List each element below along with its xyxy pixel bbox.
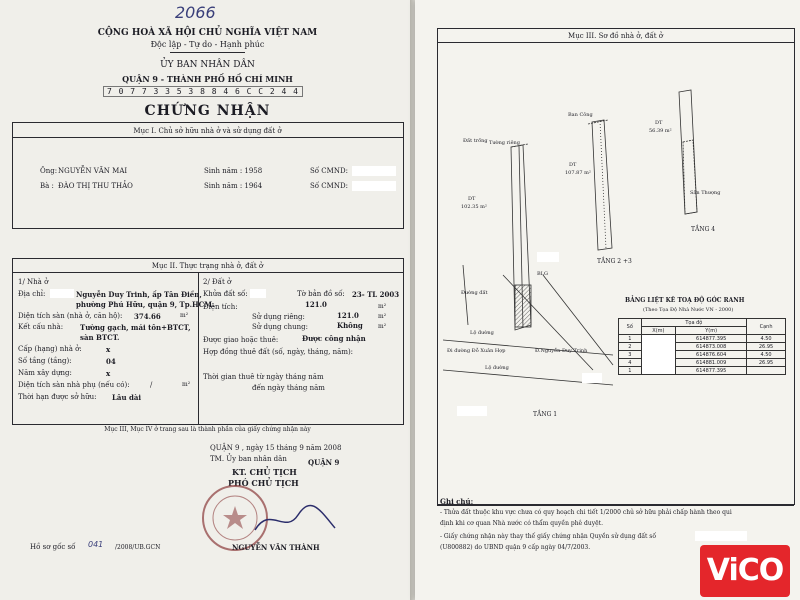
house-address-2: phường Phú Hữu, quận 9, Tp.HCM.: [76, 300, 215, 309]
section-3-title: Mục III. Sơ đồ nhà ở, đất ở: [568, 32, 663, 40]
dt1-value: 102.35 m²: [461, 204, 487, 210]
aux-area: /: [150, 381, 153, 389]
land-header: 2/ Đất ở: [203, 278, 232, 286]
open-land-label: Đất trống: [463, 138, 488, 144]
aux-area-label: Diện tích sàn nhà phụ (nếu có):: [18, 381, 130, 389]
lease-to: đến ngày tháng năm: [252, 384, 325, 392]
vico-logo: ViCO: [700, 545, 790, 597]
private-use-unit: m²: [378, 313, 387, 320]
floor-area-label: Diện tích sàn (nhà ở, căn hộ):: [18, 312, 123, 320]
note-1: - Thửa đất thuộc khu vực chưa có quy hoạch chi tiết 1/2000 chủ sở hữu phải chấp hành theo qui: [440, 509, 732, 516]
common-use-unit: m²: [378, 323, 387, 330]
structure: Tường gạch, mái tôn+BTCT,: [80, 323, 191, 332]
house-header: 1/ Nhà ở: [18, 278, 49, 286]
row-no: 2: [619, 343, 642, 351]
private-use-label: Sử dụng riêng:: [252, 313, 305, 321]
file-number-label: Hồ sơ gốc số: [30, 543, 76, 551]
dt4-value: 56.39 m²: [649, 128, 672, 134]
owner-1-birth: Sinh năm : 1958: [204, 167, 263, 175]
owner-1-label: Ông:: [40, 167, 58, 175]
row-edge: [747, 367, 786, 375]
year-label: Năm xây dựng:: [18, 369, 72, 377]
term-label: Thời hạn được sở hữu:: [18, 393, 97, 401]
redacted-floor1-a: [537, 252, 559, 262]
dt2-label: DT: [569, 162, 577, 168]
dt2-value: 107.87 m²: [565, 170, 591, 176]
blg-mark: BLG: [537, 271, 548, 277]
redacted-old-certificate: [695, 531, 747, 541]
handwritten-number: 2066: [175, 3, 216, 22]
owner-2-birth: Sinh năm : 1964: [204, 182, 263, 190]
floor-4-plan: [665, 82, 735, 222]
serial-number: 7 0 7 7 3 3 5 3 8 8 4 6 C C 2 4 4: [103, 86, 303, 97]
street-low-label: Lộ đường: [485, 365, 509, 371]
certificate-back-page: [415, 0, 800, 600]
floor-area: 374.66: [134, 312, 161, 321]
row-no: 1: [619, 367, 642, 375]
row-y: 614876.604: [676, 351, 747, 359]
row-no: 3: [619, 351, 642, 359]
house-address-label: Địa chỉ:: [18, 290, 46, 298]
note-2b: (U800882) do UBND quận 9 cấp ngày 04/7/2003.: [440, 544, 591, 551]
land-area: 121.0: [305, 300, 327, 309]
owner-2-label: Bà :: [40, 182, 54, 190]
structure-label: Kết cấu nhà:: [18, 323, 64, 331]
street-mid-label: Lộ đường: [470, 330, 494, 336]
street-dirt-label: Đường đất: [461, 290, 488, 296]
common-use-area: Không: [337, 321, 363, 330]
tm-committee: TM. Ủy ban nhân dân: [210, 455, 287, 463]
lease-from: Thời gian thuê từ ngày tháng năm: [203, 373, 324, 381]
dt4-label: DT: [655, 120, 663, 126]
map-label: Tờ bản đồ số:: [297, 290, 345, 298]
street-nguyen-duy-trinh: Đ.Nguyễn Duy Trinh: [535, 348, 588, 354]
owner-1-name: NGUYỄN VĂN MAI: [58, 167, 128, 175]
col-edge: Cạnh: [747, 319, 786, 335]
coordinate-table: [618, 318, 786, 375]
signer-name: NGUYỄN VĂN THÀNH: [232, 543, 320, 552]
floor-4-label: TẦNG 4: [691, 226, 716, 233]
floors: 04: [106, 357, 116, 366]
row-y: 614877.395: [676, 335, 747, 343]
nation-title: CỘNG HOÀ XÃ HỘI CHỦ NGHĨA VIỆT NAM: [97, 28, 318, 38]
redacted-id-1: [352, 166, 396, 176]
map-number: 23- TL 2003: [352, 290, 400, 299]
signature: [250, 500, 340, 540]
private-use-area: 121.0: [337, 311, 359, 320]
grade-label: Cấp (hạng) nhà ở:: [18, 345, 82, 353]
row-y: 614873.008: [676, 343, 747, 351]
redacted-floor1-b: [457, 406, 487, 416]
note-2: - Giấy chứng nhận này thay thế giấy chứng nhận Quyền sử dụng đất số: [440, 533, 657, 540]
balcony-label: Ban Công: [568, 112, 593, 118]
year: x: [106, 369, 111, 378]
vice-chairman: PHÓ CHỦ TỊCH: [228, 478, 299, 488]
tm-district: QUẬN 9: [308, 458, 340, 467]
wall-label: Tường riêng: [489, 140, 520, 146]
dt1-label: DT: [468, 196, 476, 202]
section-3-note: Mục III, Mục IV ở trang sau là thành phần của giấy chứng nhận này: [104, 426, 311, 433]
redacted-x-column: [641, 335, 676, 375]
lease-contract-label: Hợp đồng thuê đất (số, ngày, tháng, năm):: [203, 348, 354, 356]
row-no: 1: [619, 335, 642, 343]
aux-area-unit: m²: [182, 381, 191, 388]
owner-2-name: ĐÀO THỊ THU THẢO: [58, 182, 133, 190]
common-use-label: Sử dụng chung:: [252, 323, 309, 331]
floor-1-label: TẦNG 1: [533, 411, 558, 418]
committee-title: ỦY BAN NHÂN DÂN: [160, 60, 255, 70]
redacted-house-number: [50, 289, 74, 298]
source-prefix: Được giao hoặc thuê:: [203, 336, 279, 344]
row-edge: 4.50: [747, 335, 786, 343]
row-edge: 4.50: [747, 351, 786, 359]
structure-2: sàn BTCT.: [80, 333, 120, 342]
coord-table-subtitle: (Theo Tọa Độ Nhà Nước VN - 2000): [643, 307, 734, 313]
table-row: [619, 335, 786, 343]
file-number-handwritten: 041: [88, 540, 104, 549]
grade: x: [106, 345, 111, 354]
floor-2-3-label: TẦNG 2 +3: [597, 258, 632, 265]
motto: Độc lập - Tự do - Hạnh phúc: [150, 40, 265, 49]
house-address: Nguyễn Duy Trinh, ấp Tân Điền,: [76, 290, 202, 299]
land-area-label: Diện tích:: [203, 303, 238, 311]
owner-1-id-label: Số CMND:: [310, 167, 348, 175]
section-owner-box: [12, 122, 404, 229]
certificate-title: CHỨNG NHẬN: [144, 103, 271, 119]
row-no: 4: [619, 359, 642, 367]
floor-2-3-plan: [580, 110, 650, 260]
row-y: 614881.009: [676, 359, 747, 367]
floors-label: Số tầng (tầng):: [18, 357, 72, 365]
land-area-unit: m²: [378, 303, 387, 310]
section-2-title: Mục II. Thực trạng nhà ở, đất ở: [151, 262, 264, 270]
redacted-floor1-c: [582, 373, 602, 383]
issue-date: QUẬN 9 , ngày 15 tháng 9 năm 2008: [210, 444, 342, 452]
street-xuan-hop: Đi đường Đỗ Xuân Hợp: [447, 348, 506, 354]
row-y: 614877.395: [676, 367, 747, 375]
district-title: QUẬN 9 - THÀNH PHỐ HỒ CHÍ MINH: [122, 74, 293, 84]
terrace-label: Sân Thượng: [690, 190, 721, 196]
redacted-id-2: [352, 181, 396, 191]
land-plot-label: Khửa đất số:: [203, 290, 248, 298]
col-stt: Số: [619, 319, 642, 335]
note-1b: định khi cơ quan Nhà nước có thẩm quyền phê duyệt.: [440, 520, 603, 527]
kt-chairman: KT. CHỦ TỊCH: [232, 467, 297, 477]
row-edge: 26.95: [747, 359, 786, 367]
row-edge: 26.95: [747, 343, 786, 351]
land-source: Được công nhận: [302, 334, 366, 343]
col-y: Y(m): [676, 327, 747, 335]
term: Lâu dài: [112, 393, 142, 402]
col-x: X(m): [641, 327, 676, 335]
coord-table-title: BẢNG LIỆT KÊ TOẠ ĐỘ GÓC RANH: [625, 297, 745, 304]
col-coord: Tọa độ: [641, 319, 747, 327]
section-1-title: Mục I. Chủ sở hữu nhà ở và sử dụng đất ở: [133, 127, 282, 135]
redacted-plot-number: [250, 289, 266, 298]
notes-title: Ghi chú:: [440, 497, 474, 506]
file-number: /2008/UB.GCN: [115, 544, 161, 551]
floor-area-unit: m²: [180, 312, 189, 319]
owner-2-id-label: Số CMND:: [310, 182, 348, 190]
